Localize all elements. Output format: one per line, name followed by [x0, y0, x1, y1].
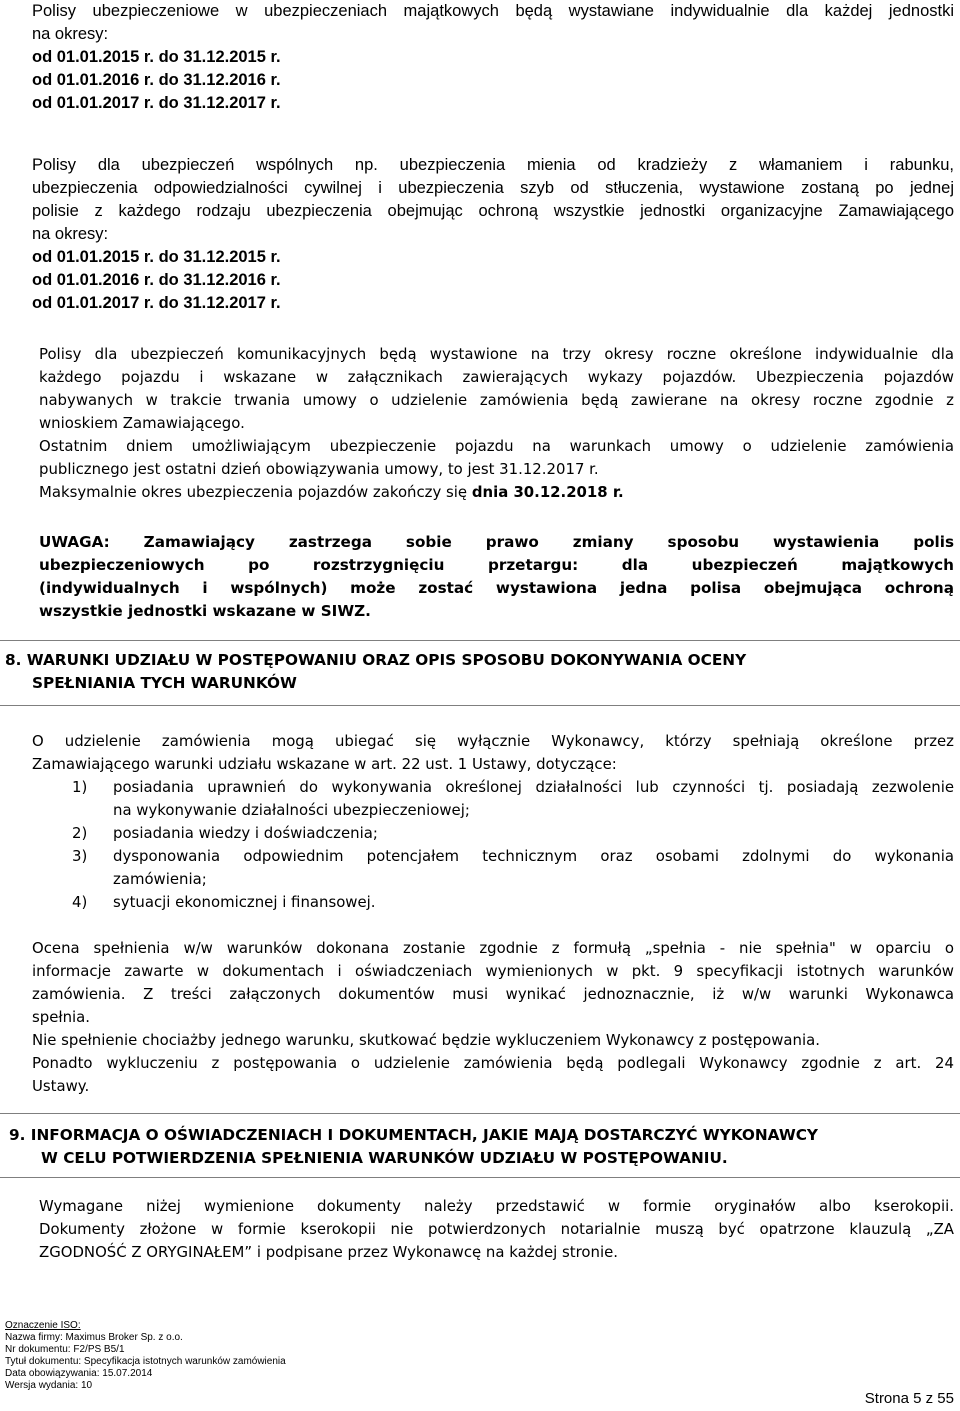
section8-intro-line2: Zamawiającego warunki udziału wskazane w art. 22 ust. 1 Ustawy, dotyczące: [32, 755, 617, 773]
footer-company: Nazwa firmy: Maximus Broker Sp. z o.o. [5, 1332, 183, 1343]
footer-iso-label: Oznaczenie ISO: [5, 1320, 81, 1331]
block3-max-prefix: Maksymalnie okres ubezpieczenia pojazdów zakończy się [39, 483, 472, 501]
block2-line2: ubezpieczenia odpowiedzialności cywilnej i ubezpieczenia szyb od stłuczenia, wystawione zostaną po jednej [32, 179, 954, 197]
section9-body-line2: Dokumenty złożone w formie kserokopii nie potwierdzonych notarialnie muszą być opatrzone klauzulą „ZA [39, 1220, 954, 1238]
section8-top-rule [0, 640, 960, 641]
list-item-1-num: 1) [72, 778, 88, 796]
assessment-line5: Nie spełnienie chociażby jednego warunku, skutkować będzie wykluczeniem Wykonawcy z postępowania. [32, 1031, 820, 1049]
block1-period-1: od 01.01.2015 r. do 31.12.2015 r. [32, 48, 281, 66]
section9-body-line1: Wymagane niżej wymienione dokumenty należy przedstawić w formie oryginałów albo kserokopii. [39, 1197, 954, 1215]
list-item-3-line1: dysponowania odpowiednim potencjałem technicznym oraz osobami zdolnymi do wykonania [113, 847, 954, 865]
block3-line3: nabywanych w trakcie trwania umowy o udzielenie zamówienia będą zawierane na okresy roczne zgodnie z [39, 391, 954, 409]
block3-line5: Ostatnim dniem umożliwiającym ubezpieczenie pojazdu na warunkach umowy o udzielenie zamówienia [39, 437, 954, 455]
section8-intro-line1: O udzielenie zamówienia mogą ubiegać się wyłącznie Wykonawcy, którzy spełniają określone przez [32, 732, 954, 750]
list-item-3-line2: zamówienia; [113, 870, 207, 888]
block2-period-1: od 01.01.2015 r. do 31.12.2015 r. [32, 248, 281, 266]
section9-heading-line1: 9. INFORMACJA O OŚWIADCZENIACH I DOKUMENTACH, JAKIE MAJĄ DOSTARCZYĆ WYKONAWCY [9, 1126, 819, 1144]
block3-max-date: dnia 30.12.2018 r. [471, 483, 624, 501]
block2-period-3: od 01.01.2017 r. do 31.12.2017 r. [32, 294, 281, 312]
block3-line1: Polisy dla ubezpieczeń komunikacyjnych będą wystawione na trzy okresy roczne określone indywidualnie dla [39, 345, 954, 363]
assessment-line4: spełnia. [32, 1008, 91, 1026]
footer-doc-number: Nr dokumentu: F2/PS B5/1 [5, 1344, 125, 1355]
block2-line4: na okresy: [32, 225, 109, 243]
section8-heading-line2: SPEŁNIANIA TYCH WARUNKÓW [32, 674, 297, 692]
uwaga-line1: UWAGA: Zamawiający zastrzega sobie prawo zmiany sposobu wystawienia polis [39, 533, 954, 551]
uwaga-line4: wszystkie jednostki wskazane w SIWZ. [39, 602, 371, 620]
section8-heading-line1: 8. WARUNKI UDZIAŁU W POSTĘPOWANIU ORAZ OPIS SPOSOBU DOKONYWANIA OCENY [5, 651, 747, 669]
section8-bottom-rule [0, 705, 960, 706]
list-item-1-line1: posiadania uprawnień do wykonywania określonej działalności lub czynności tj. posiadają zezwolenie [113, 778, 954, 796]
block1-period-2: od 01.01.2016 r. do 31.12.2016 r. [32, 71, 281, 89]
assessment-line1: Ocena spełnienia w/w warunków dokonana zostanie zgodnie z formułą „spełnia - nie spełnia" w oparciu o [32, 939, 954, 957]
footer-doc-title: Tytuł dokumentu: Specyfikacja istotnych warunków zamówienia [5, 1356, 286, 1367]
block3-line6: publicznego jest ostatni dzień obowiązywania umowy, to jest 31.12.2017 r. [39, 460, 599, 478]
section9-top-rule [0, 1113, 960, 1114]
list-item-2-num: 2) [72, 824, 88, 842]
block3-max-line [39, 481, 624, 504]
block3-line2: każdego pojazdu i wskazane w załącznikach zawierających wykazy pojazdów. Ubezpieczenia pojazdów [39, 368, 954, 386]
list-item-1-line2: na wykonywanie działalności ubezpieczeniowej; [113, 801, 470, 819]
list-item-2-line1: posiadania wiedzy i doświadczenia; [113, 824, 378, 842]
assessment-line7: Ustawy. [32, 1077, 90, 1095]
section9-heading-line2: W CELU POTWIERDZENIA SPEŁNIENIA WARUNKÓW UDZIAŁU W POSTĘPOWANIU. [41, 1149, 728, 1167]
section9-body-line3: ZGODNOŚĆ Z ORYGINAŁEM” i podpisane przez Wykonawcę na każdej stronie. [39, 1243, 618, 1261]
footer-version: Wersja wydania: 10 [5, 1380, 93, 1391]
list-item-4-num: 4) [72, 893, 88, 911]
block1-line2: na okresy: [32, 25, 109, 43]
block2-period-2: od 01.01.2016 r. do 31.12.2016 r. [32, 271, 281, 289]
block1-period-3: od 01.01.2017 r. do 31.12.2017 r. [32, 94, 281, 112]
block3-line4: wnioskiem Zamawiającego. [39, 414, 245, 432]
list-item-3-num: 3) [72, 847, 88, 865]
assessment-line2: informacje zawarte w dokumentach i oświadczeniach wymienionych w pkt. 9 specyfikacji istotnych warunków [32, 962, 954, 980]
list-item-4-line1: sytuacji ekonomicznej i finansowej. [113, 893, 376, 911]
section9-bottom-rule [0, 1177, 960, 1178]
assessment-line3: zamówienia. Z treści załączonych dokumentów musi wynikać jednoznacznie, iż w/w warunki Wykonawca [32, 985, 954, 1003]
block2-line1: Polisy dla ubezpieczeń wspólnych np. ubezpieczenia mienia od kradzieży z włamaniem i rabunku, [32, 156, 954, 174]
block1-line1: Polisy ubezpieczeniowe w ubezpieczeniach majątkowych będą wystawiane indywidualnie dla każdej jednostki [32, 2, 954, 20]
footer-valid-date: Data obowiązywania: 15.07.2014 [5, 1368, 153, 1379]
uwaga-line2: ubezpieczeniowych po rozstrzygnięciu przetargu: dla ubezpieczeń majątkowych [39, 556, 954, 574]
uwaga-line3: (indywidualnych i wspólnych) może zostać wystawiona jedna polisa obejmująca ochroną [39, 579, 954, 597]
block2-line3: polisie z każdego rodzaju ubezpieczenia obejmując ochroną wszystkie jednostki organizacyjne Zamawiającego [32, 202, 954, 220]
assessment-line6: Ponadto wykluczeniu z postępowania o udzielenie zamówienia będą podlegali Wykonawcy zgodnie z art. 24 [32, 1054, 954, 1072]
page-number: Strona 5 z 55 [864, 1390, 954, 1407]
